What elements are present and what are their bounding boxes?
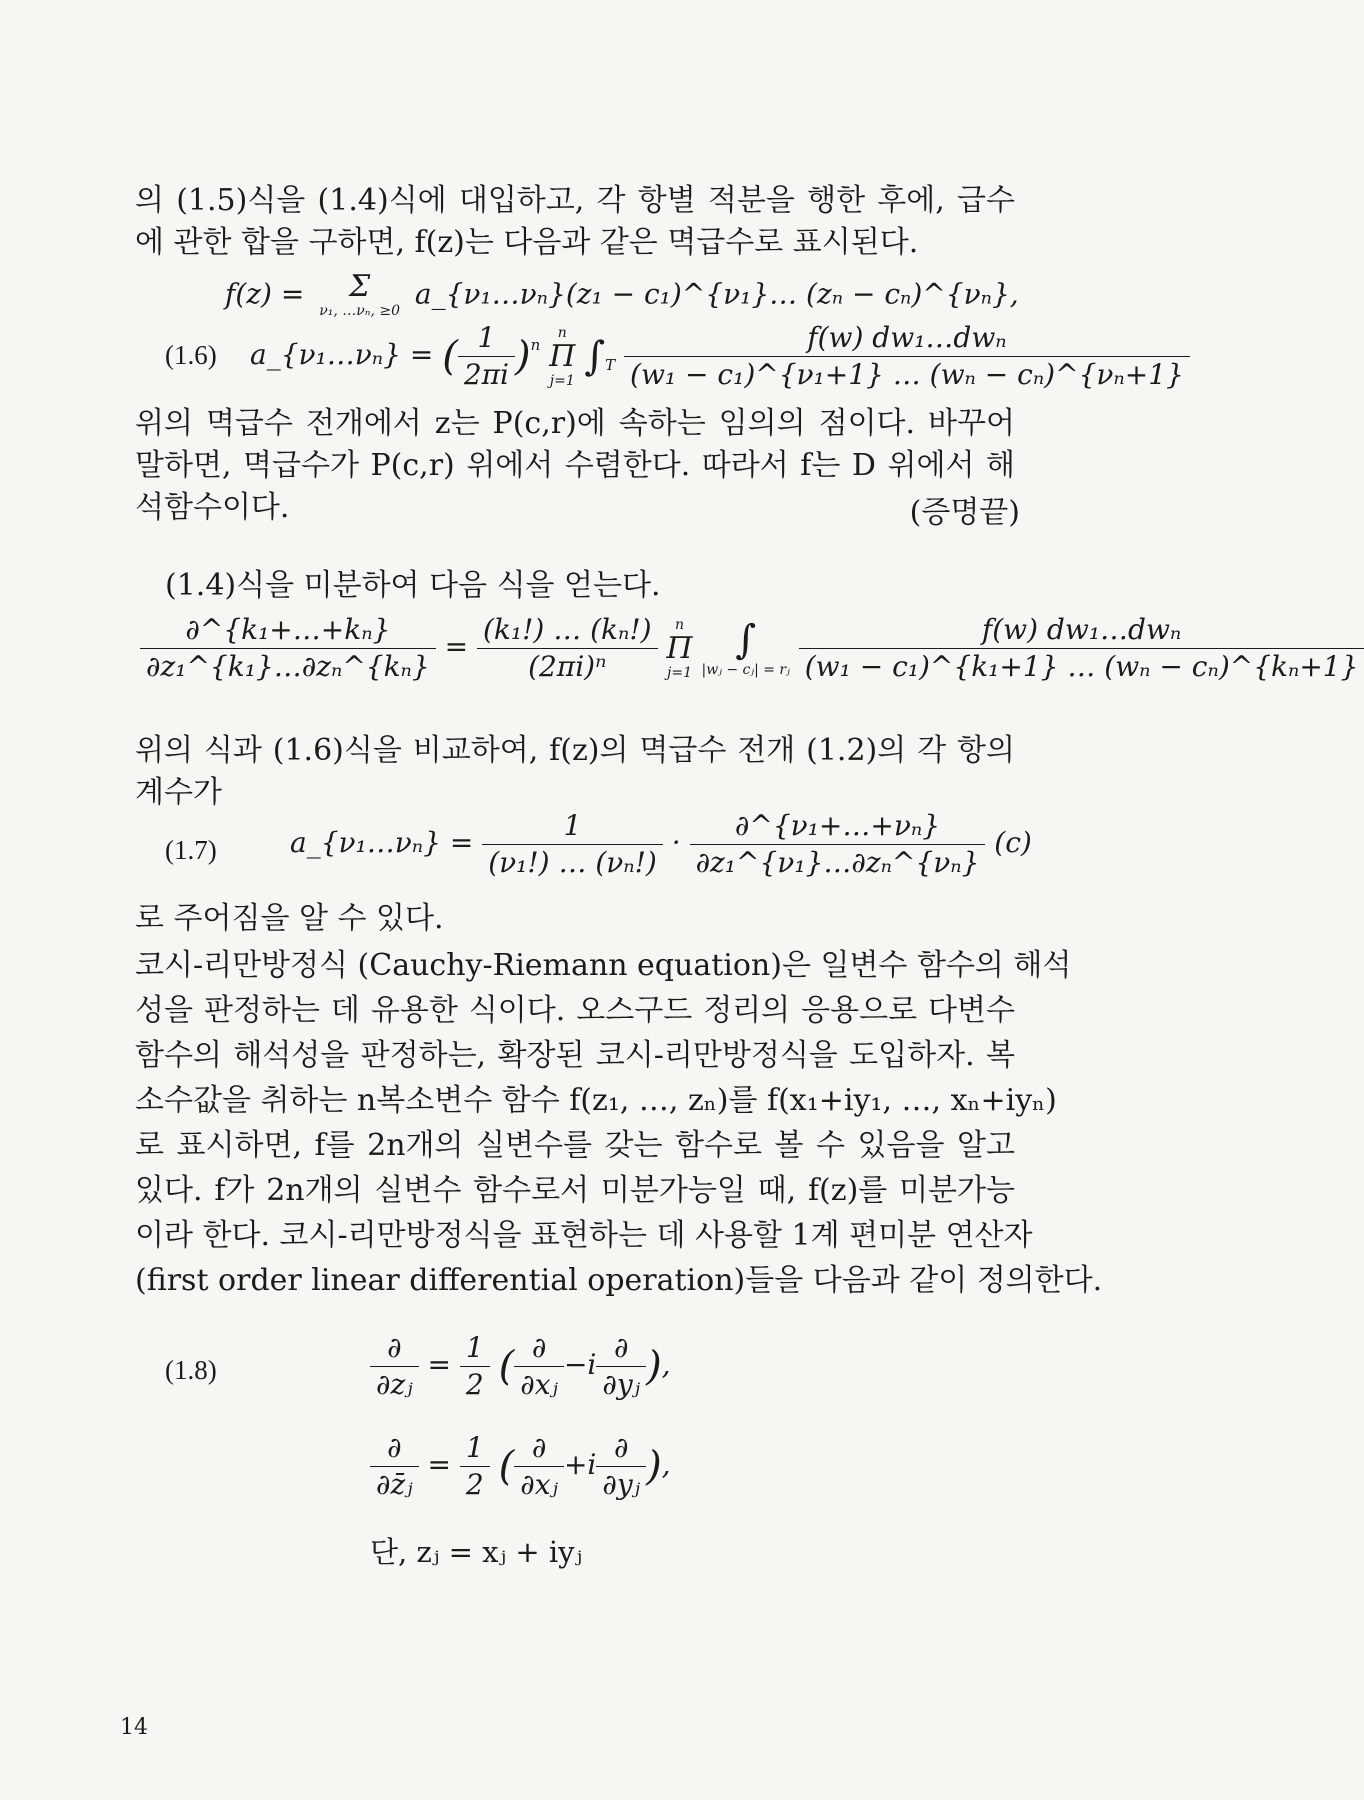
text-line: 성을 판정하는 데 유용한 식이다. 오스구드 정리의 응용으로 다변수 — [135, 993, 1015, 1028]
derivative-equation: $\frac{\text{∂\textasciicircum{}\{k₁+…+kₙ\}}}{\text{∂z₁\textasciicircum{}\{k₁\}…∂zₙ\textasciicircum{}\{kₙ\}}}$ = $\frac{\text{(k₁!) … (kₙ!)}}{\text{(2πi)ⁿ}}$ n Π j=1 ∫ |wⱼ − cⱼ| = rⱼ $\frac{\text{f(w) dw₁…dwₙ}}{\text{(w₁ − c₁)\textasciicircum{}\{k₁+1\} … (wₙ − cₙ)\textasciicircum{}\{kₙ+1\}}}$ — [140, 612, 1364, 685]
page-number: 14 — [120, 1715, 148, 1740]
integrand-fraction: $\frac{\text{f(w) dw₁…dwₙ}}{\text{(w₁ − c₁)\textasciicircum{}\{ν₁+1\} … (wₙ − cₙ)\textasciicircum{}\{νₙ+1\}}}$ — [624, 320, 1190, 393]
wirtinger-derivative-dzbar: $\frac{\partial}{\text{∂z̄ⱼ}}$ = $\frac{1}{2}$ ( $\frac{\partial}{\text{∂xⱼ}}$ +i $\frac{\partial}{\text{∂yⱼ}}$ ), — [370, 1430, 671, 1503]
power-series-equation — [225, 269, 1019, 320]
text-line: 코시-리만방정식 (Cauchy-Riemann equation)은 일변수 함수의 해석 — [135, 948, 1072, 983]
text-line: (first order linear differential operation)들을 다음과 같이 정의한다. — [135, 1263, 1103, 1298]
coefficient-equation: a_{ν₁…νₙ} = ( $\frac{1}{2\pi i}$ )$^n$ n Π j=1 $\int_T$ $\frac{\text{f(w) dw₁…dwₙ}}{\text{(w₁ − c₁)\textasciicircum{}\{ν₁+1\} … (wₙ − cₙ)\textasciicircum{}\{νₙ+1\}}}$ — [250, 320, 1190, 393]
fraction: $\frac{1}{2\pi i}$ — [458, 320, 515, 393]
coefficient-lhs: a_{ν₁…νₙ} = — [250, 338, 434, 371]
text-line: 있다. f가 2n개의 실변수 함수로서 미분가능일 때, f(z)를 미분가능 — [135, 1173, 1015, 1208]
text-line: 함수의 해석성을 판정하는, 확장된 코시-리만방정식을 도입하자. 복 — [135, 1038, 1015, 1073]
equation-number: (1.7) — [165, 835, 217, 865]
text-line: 로 주어짐을 알 수 있다. — [135, 901, 444, 936]
text-line: 위의 식과 (1.6)식을 비교하여, f(z)의 멱급수 전개 (1.2)의 각 항의 — [135, 733, 1015, 768]
equation-number: (1.6) — [165, 340, 217, 370]
text-line: 의 (1.5)식을 (1.4)식에 대입하고, 각 항별 적분을 행한 후에, 급수 — [135, 183, 1015, 218]
text-line: 석함수이다. — [135, 490, 290, 525]
product-symbol: n Π j=1 — [666, 616, 693, 681]
text-line: 로 표시하면, f를 2n개의 실변수를 갖는 함수로 볼 수 있음을 알고 — [135, 1128, 1015, 1163]
coefficient-formula: a_{ν₁…νₙ} = $\frac{1}{\text{(ν₁!) … (νₙ!)}}$ · $\frac{\text{∂\textasciicircum{}\{ν₁+…+νₙ\}}}{\text{∂z₁\textasciicircum{}\{ν₁\}…∂zₙ\textasciicircum{}\{νₙ\}}}$ (c) — [290, 809, 1032, 879]
text-line: 에 관한 합을 구하면, f(z)는 다음과 같은 멱급수로 표시된다. — [135, 225, 919, 260]
text-line: 말하면, 멱급수가 P(c,r) 위에서 수렴한다. 따라서 f는 D 위에서 해 — [135, 448, 1015, 483]
text-line: 소수값을 취하는 n복소변수 함수 f(z₁, …, zₙ)를 f(x₁+iy₁, …, xₙ+iyₙ) — [135, 1083, 1057, 1118]
text-line: 계수가 — [135, 775, 222, 810]
wirtinger-derivative-dz: $\frac{\partial}{\text{∂zⱼ}}$ = $\frac{1}{2}$ ( $\frac{\partial}{\text{∂xⱼ}}$ −i $\frac{\partial}{\text{∂yⱼ}}$ ), — [370, 1330, 671, 1403]
sum-symbol: Σ ν₁, …νₙ, ≥0 — [319, 269, 400, 319]
qed-mark: (증명끝) — [909, 495, 1020, 530]
equation-number: (1.8) — [165, 1355, 217, 1385]
sum-subscript: ν₁, …νₙ, ≥0 — [319, 303, 400, 319]
text-line: (1.4)식을 미분하여 다음 식을 얻는다. — [165, 568, 661, 603]
text-line: 위의 멱급수 전개에서 z는 P(c,r)에 속하는 임의의 점이다. 바꾸어 — [135, 406, 1015, 441]
integral-symbol: ∫ |wⱼ − cⱼ| = rⱼ — [701, 616, 790, 678]
text-line: 이라 한다. 코시-리만방정식을 표현하는 데 사용할 1계 편미분 연산자 — [135, 1218, 1033, 1253]
product-symbol: n Π j=1 — [549, 324, 576, 389]
condition-note: 단, zⱼ = xⱼ + iyⱼ — [370, 1535, 583, 1569]
equation-rhs: a_{ν₁…νₙ}(z₁ − c₁)^{ν₁}… (zₙ − cₙ)^{νₙ}, — [414, 277, 1019, 311]
equation-lhs: f(z) = — [225, 277, 305, 311]
